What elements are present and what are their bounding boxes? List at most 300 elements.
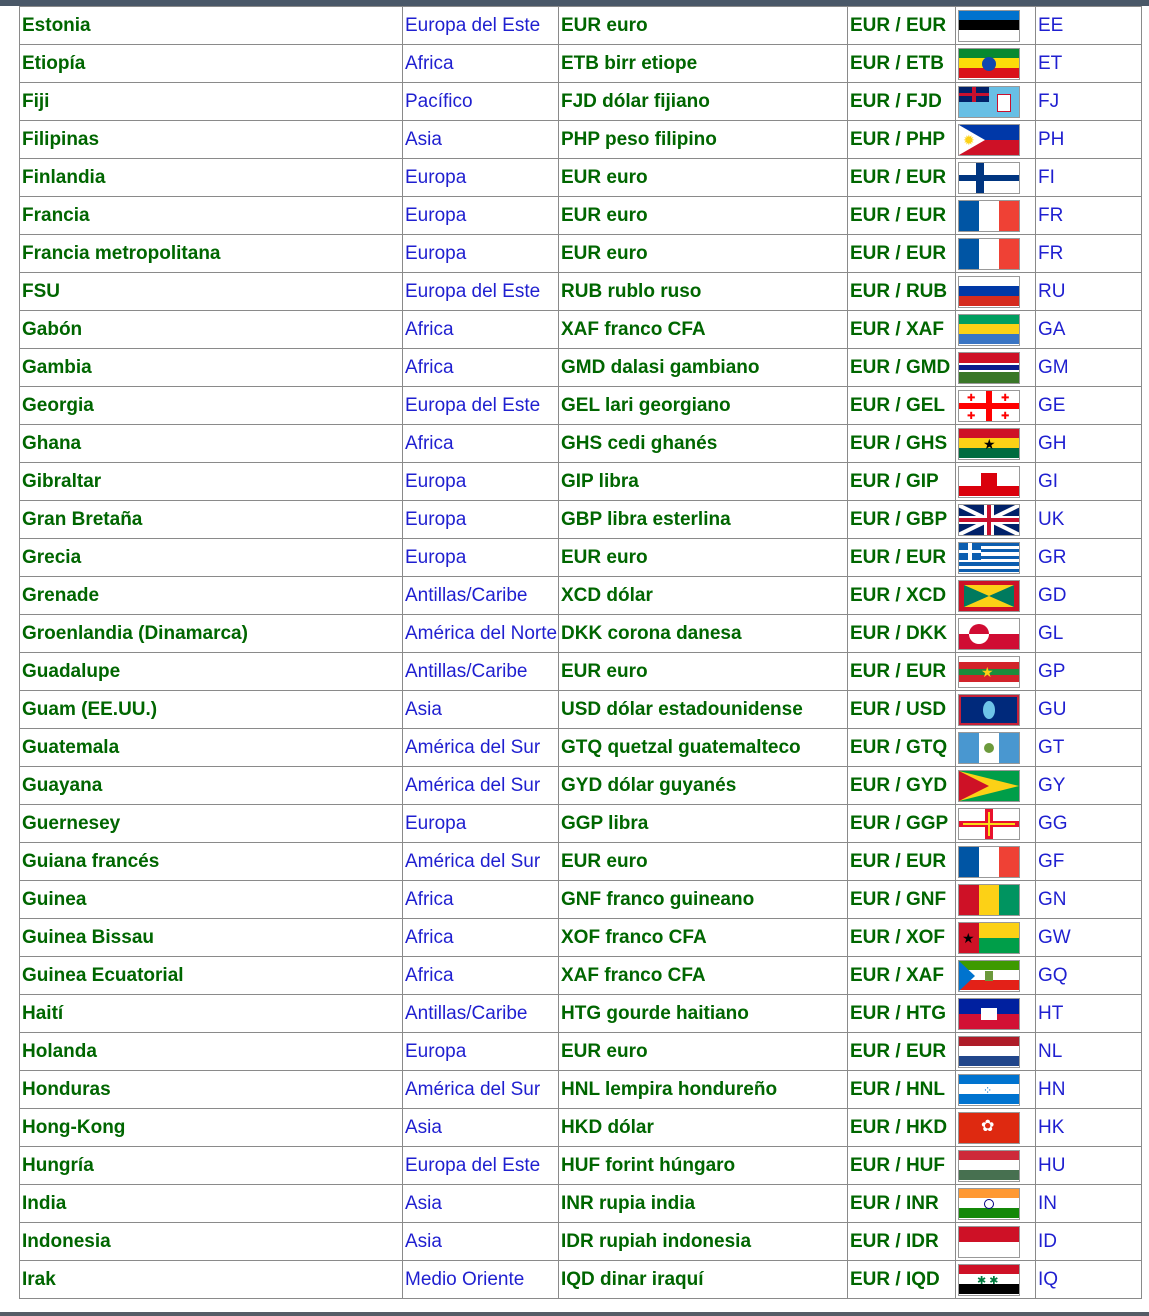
gambia-flag-icon xyxy=(958,352,1020,384)
country-name-cell: Groenlandia (Dinamarca) xyxy=(20,615,403,653)
region-cell xyxy=(403,1223,559,1261)
country-name-cell: Francia xyxy=(20,197,403,235)
region-cell xyxy=(403,273,559,311)
flag-cell xyxy=(956,881,1036,919)
flag-cell xyxy=(956,653,1036,691)
france-flag-icon xyxy=(958,200,1020,232)
currency-pair-cell: EUR / GHS xyxy=(848,425,956,463)
flag-cell xyxy=(956,957,1036,995)
table-row xyxy=(20,463,1142,501)
currency-cell: HTG gourde haitiano xyxy=(559,995,848,1033)
region-link[interactable]: Europa del Este xyxy=(405,1154,541,1176)
ethiopia-flag-icon xyxy=(958,48,1020,80)
greece-flag-icon xyxy=(958,542,1020,574)
currency-cell: EUR euro xyxy=(559,235,848,273)
region-link[interactable]: Antillas/Caribe xyxy=(405,1002,528,1024)
region-cell xyxy=(403,995,559,1033)
currency-pair-cell: EUR / GGP xyxy=(848,805,956,843)
table-row xyxy=(20,387,1142,425)
country-code-cell[interactable]: GW xyxy=(1036,919,1142,957)
currency-pair-cell: EUR / PHP xyxy=(848,121,956,159)
currency-pair-cell: EUR / GIP xyxy=(848,463,956,501)
table-row xyxy=(20,805,1142,843)
country-code-cell[interactable]: GD xyxy=(1036,577,1142,615)
table-row xyxy=(20,1223,1142,1261)
currency-pair-cell: EUR / XCD xyxy=(848,577,956,615)
equatorial-guinea-flag-icon xyxy=(958,960,1020,992)
country-code-cell[interactable]: NL xyxy=(1036,1033,1142,1071)
guam-flag-icon xyxy=(958,694,1020,726)
gibraltar-flag-icon xyxy=(958,466,1020,498)
country-name-cell: Francia metropolitana xyxy=(20,235,403,273)
region-cell xyxy=(403,1033,559,1071)
country-name-cell: Indonesia xyxy=(20,1223,403,1261)
country-name-cell: Guinea Ecuatorial xyxy=(20,957,403,995)
table-row xyxy=(20,1033,1142,1071)
hungary-flag-icon xyxy=(958,1150,1020,1182)
country-code-cell[interactable]: GY xyxy=(1036,767,1142,805)
indonesia-flag-icon xyxy=(958,1226,1020,1258)
country-name-cell: FSU xyxy=(20,273,403,311)
flag-cell xyxy=(956,615,1036,653)
currency-cell: EUR euro xyxy=(559,7,848,45)
table-row xyxy=(20,349,1142,387)
currency-cell: GBP libra esterlina xyxy=(559,501,848,539)
region-cell xyxy=(403,387,559,425)
flag-cell xyxy=(956,45,1036,83)
currency-pair-cell: EUR / RUB xyxy=(848,273,956,311)
region-cell xyxy=(403,767,559,805)
table-row xyxy=(20,45,1142,83)
region-cell xyxy=(403,83,559,121)
currency-cell: GMD dalasi gambiano xyxy=(559,349,848,387)
country-name-cell: Guam (EE.UU.) xyxy=(20,691,403,729)
region-cell xyxy=(403,843,559,881)
region-link[interactable]: Europa del Este xyxy=(405,394,541,416)
flag-cell xyxy=(956,387,1036,425)
currency-table-body xyxy=(20,7,1142,1299)
region-link[interactable]: Africa xyxy=(405,888,454,910)
currency-pair-cell: EUR / HTG xyxy=(848,995,956,1033)
currency-pair-cell: EUR / EUR xyxy=(848,159,956,197)
region-link[interactable]: América del Sur xyxy=(405,850,541,872)
region-link[interactable]: América del Sur xyxy=(405,774,541,796)
flag-cell xyxy=(956,273,1036,311)
flag-cell xyxy=(956,577,1036,615)
country-name-cell: India xyxy=(20,1185,403,1223)
country-code-cell[interactable]: GI xyxy=(1036,463,1142,501)
region-cell xyxy=(403,1109,559,1147)
country-code-cell[interactable]: ID xyxy=(1036,1223,1142,1261)
haiti-flag-icon xyxy=(958,998,1020,1030)
table-row xyxy=(20,1261,1142,1299)
table-row xyxy=(20,615,1142,653)
flag-cell xyxy=(956,1185,1036,1223)
table-row xyxy=(20,577,1142,615)
country-name-cell: Haití xyxy=(20,995,403,1033)
region-cell xyxy=(403,159,559,197)
table-row xyxy=(20,1109,1142,1147)
currency-cell: GYD dólar guyanés xyxy=(559,767,848,805)
flag-cell xyxy=(956,159,1036,197)
region-link[interactable]: Africa xyxy=(405,964,454,986)
country-name-cell: Guinea Bissau xyxy=(20,919,403,957)
currency-cell: GTQ quetzal guatemalteco xyxy=(559,729,848,767)
currency-pair-cell: EUR / XAF xyxy=(848,957,956,995)
table-row xyxy=(20,691,1142,729)
currency-pair-cell: EUR / IDR xyxy=(848,1223,956,1261)
currency-cell: HUF forint húngaro xyxy=(559,1147,848,1185)
currency-pair-cell: EUR / HNL xyxy=(848,1071,956,1109)
currency-cell: IDR rupiah indonesia xyxy=(559,1223,848,1261)
flag-cell xyxy=(956,235,1036,273)
country-name-cell: Grenade xyxy=(20,577,403,615)
region-link[interactable]: América del Sur xyxy=(405,736,541,758)
currency-pair-cell: EUR / EUR xyxy=(848,7,956,45)
currency-cell: INR rupia india xyxy=(559,1185,848,1223)
currency-cell: DKK corona danesa xyxy=(559,615,848,653)
country-code-cell[interactable]: GL xyxy=(1036,615,1142,653)
country-name-cell: Gambia xyxy=(20,349,403,387)
region-cell xyxy=(403,881,559,919)
region-cell xyxy=(403,1147,559,1185)
country-name-cell: Guiana francés xyxy=(20,843,403,881)
country-code-cell[interactable]: HU xyxy=(1036,1147,1142,1185)
iraq-flag-icon: ✱ ✱ xyxy=(958,1264,1020,1296)
country-name-cell: Hong-Kong xyxy=(20,1109,403,1147)
region-link[interactable]: Africa xyxy=(405,318,454,340)
flag-cell xyxy=(956,349,1036,387)
region-link[interactable]: Europa xyxy=(405,242,467,264)
region-link[interactable]: Africa xyxy=(405,926,454,948)
table-row xyxy=(20,1071,1142,1109)
table-row xyxy=(20,653,1142,691)
estonia-flag-icon xyxy=(958,10,1020,42)
region-link[interactable]: Africa xyxy=(405,356,454,378)
country-code-cell[interactable]: GT xyxy=(1036,729,1142,767)
table-row xyxy=(20,919,1142,957)
country-name-cell: Gibraltar xyxy=(20,463,403,501)
country-name-cell: Guayana xyxy=(20,767,403,805)
table-row xyxy=(20,995,1142,1033)
flag-cell xyxy=(956,1033,1036,1071)
table-row xyxy=(20,121,1142,159)
country-code-cell[interactable]: FR xyxy=(1036,235,1142,273)
table-row xyxy=(20,1185,1142,1223)
region-cell xyxy=(403,501,559,539)
region-link[interactable]: Asia xyxy=(405,1230,442,1252)
flag-cell xyxy=(956,1147,1036,1185)
region-cell xyxy=(403,235,559,273)
region-cell xyxy=(403,1071,559,1109)
country-code-cell[interactable]: FI xyxy=(1036,159,1142,197)
table-row xyxy=(20,729,1142,767)
country-code-cell[interactable]: GE xyxy=(1036,387,1142,425)
currency-pair-cell: EUR / HKD xyxy=(848,1109,956,1147)
currency-cell: GNF franco guineano xyxy=(559,881,848,919)
guadeloupe-flag-icon: ★ xyxy=(958,656,1020,688)
region-link[interactable]: Europa xyxy=(405,470,467,492)
currency-cell: HKD dólar xyxy=(559,1109,848,1147)
region-link[interactable]: Antillas/Caribe xyxy=(405,584,528,606)
honduras-flag-icon: ⁘ xyxy=(958,1074,1020,1106)
currency-pair-cell: EUR / GEL xyxy=(848,387,956,425)
currency-pair-cell: EUR / DKK xyxy=(848,615,956,653)
country-name-cell: Estonia xyxy=(20,7,403,45)
country-name-cell: Guinea xyxy=(20,881,403,919)
currency-pair-cell: EUR / INR xyxy=(848,1185,956,1223)
currency-pair-cell: EUR / EUR xyxy=(848,1033,956,1071)
french-guiana-flag-icon xyxy=(958,846,1020,878)
flag-cell xyxy=(956,767,1036,805)
region-link[interactable]: América del Sur xyxy=(405,1078,541,1100)
table-row xyxy=(20,843,1142,881)
table-row xyxy=(20,425,1142,463)
currency-cell: GEL lari georgiano xyxy=(559,387,848,425)
currency-cell: ETB birr etiope xyxy=(559,45,848,83)
flag-cell xyxy=(956,995,1036,1033)
country-name-cell: Etiopía xyxy=(20,45,403,83)
country-code-cell[interactable]: GF xyxy=(1036,843,1142,881)
region-cell xyxy=(403,7,559,45)
region-link[interactable]: Europa xyxy=(405,546,467,568)
currency-pair-cell: EUR / EUR xyxy=(848,197,956,235)
region-link[interactable]: Asia xyxy=(405,698,442,720)
flag-cell xyxy=(956,121,1036,159)
currency-pair-cell: EUR / USD xyxy=(848,691,956,729)
country-code-cell[interactable]: HK xyxy=(1036,1109,1142,1147)
table-row xyxy=(20,311,1142,349)
region-cell xyxy=(403,425,559,463)
russia-flag-icon xyxy=(958,276,1020,308)
country-name-cell: Guadalupe xyxy=(20,653,403,691)
fiji-flag-icon xyxy=(958,86,1020,118)
region-cell xyxy=(403,1185,559,1223)
currency-pair-cell: EUR / ETB xyxy=(848,45,956,83)
currency-pair-cell: EUR / HUF xyxy=(848,1147,956,1185)
table-row xyxy=(20,83,1142,121)
currency-cell: XOF franco CFA xyxy=(559,919,848,957)
country-code-cell[interactable]: GA xyxy=(1036,311,1142,349)
currency-cell: EUR euro xyxy=(559,653,848,691)
country-name-cell: Guatemala xyxy=(20,729,403,767)
table-row xyxy=(20,273,1142,311)
flag-cell xyxy=(956,311,1036,349)
currency-pair-cell: EUR / XOF xyxy=(848,919,956,957)
finland-flag-icon xyxy=(958,162,1020,194)
country-code-cell[interactable]: GG xyxy=(1036,805,1142,843)
currency-pair-cell: EUR / EUR xyxy=(848,539,956,577)
region-link[interactable]: Europa xyxy=(405,1040,467,1062)
currency-pair-cell: EUR / GYD xyxy=(848,767,956,805)
country-name-cell: Gran Bretaña xyxy=(20,501,403,539)
region-cell xyxy=(403,463,559,501)
country-code-cell[interactable]: GM xyxy=(1036,349,1142,387)
currency-pair-cell: EUR / FJD xyxy=(848,83,956,121)
region-link[interactable]: Asia xyxy=(405,1116,442,1138)
currency-pair-cell: EUR / IQD xyxy=(848,1261,956,1299)
grenada-flag-icon xyxy=(958,580,1020,612)
currency-cell: GGP libra xyxy=(559,805,848,843)
currency-cell: USD dólar estadounidense xyxy=(559,691,848,729)
currency-pair-cell: EUR / XAF xyxy=(848,311,956,349)
region-link[interactable]: Europa xyxy=(405,508,467,530)
country-name-cell: Holanda xyxy=(20,1033,403,1071)
country-code-cell[interactable]: GP xyxy=(1036,653,1142,691)
region-cell xyxy=(403,729,559,767)
india-flag-icon xyxy=(958,1188,1020,1220)
currency-cell: RUB rublo ruso xyxy=(559,273,848,311)
currency-cell: GIP libra xyxy=(559,463,848,501)
guinea-flag-icon xyxy=(958,884,1020,916)
region-link[interactable]: Europa del Este xyxy=(405,14,541,36)
georgia-flag-icon: ✚ ✚ ✚ ✚ xyxy=(958,390,1020,422)
country-code-cell[interactable]: GR xyxy=(1036,539,1142,577)
region-cell xyxy=(403,197,559,235)
greenland-flag-icon xyxy=(958,618,1020,650)
currency-pair-cell: EUR / GTQ xyxy=(848,729,956,767)
flag-cell xyxy=(956,539,1036,577)
flag-cell xyxy=(956,1109,1036,1147)
region-link[interactable]: América del Norte xyxy=(405,622,558,644)
region-cell xyxy=(403,349,559,387)
currency-pair-cell: EUR / GNF xyxy=(848,881,956,919)
country-code-cell[interactable]: PH xyxy=(1036,121,1142,159)
country-code-cell[interactable]: RU xyxy=(1036,273,1142,311)
region-cell xyxy=(403,45,559,83)
country-name-cell: Honduras xyxy=(20,1071,403,1109)
country-name-cell: Georgia xyxy=(20,387,403,425)
flag-cell xyxy=(956,843,1036,881)
country-name-cell: Hungría xyxy=(20,1147,403,1185)
france-flag-icon xyxy=(958,238,1020,270)
country-code-cell[interactable]: GQ xyxy=(1036,957,1142,995)
country-name-cell: Fiji xyxy=(20,83,403,121)
region-cell xyxy=(403,121,559,159)
region-cell xyxy=(403,957,559,995)
region-cell xyxy=(403,1261,559,1299)
currency-cell: HNL lempira hondureño xyxy=(559,1071,848,1109)
region-link[interactable]: Africa xyxy=(405,432,454,454)
flag-cell xyxy=(956,729,1036,767)
guernsey-flag-icon xyxy=(958,808,1020,840)
country-name-cell: Ghana xyxy=(20,425,403,463)
region-cell xyxy=(403,653,559,691)
window-bottom-bar xyxy=(0,1312,1149,1316)
table-row xyxy=(20,235,1142,273)
country-code-cell[interactable]: HT xyxy=(1036,995,1142,1033)
currency-pair-cell: EUR / EUR xyxy=(848,843,956,881)
country-code-cell[interactable]: IN xyxy=(1036,1185,1142,1223)
currency-cell: PHP peso filipino xyxy=(559,121,848,159)
country-name-cell: Finlandia xyxy=(20,159,403,197)
currency-cell: EUR euro xyxy=(559,159,848,197)
region-cell xyxy=(403,539,559,577)
hong-kong-flag-icon: ✿ xyxy=(958,1112,1020,1144)
region-cell xyxy=(403,615,559,653)
table-row xyxy=(20,881,1142,919)
region-link[interactable]: Europa del Este xyxy=(405,280,541,302)
currency-cell: XCD dólar xyxy=(559,577,848,615)
flag-cell xyxy=(956,501,1036,539)
region-link[interactable]: Asia xyxy=(405,1192,442,1214)
region-link[interactable]: Africa xyxy=(405,52,454,74)
country-code-cell[interactable]: UK xyxy=(1036,501,1142,539)
country-code-cell[interactable]: GU xyxy=(1036,691,1142,729)
currency-cell: FJD dólar fijiano xyxy=(559,83,848,121)
table-row xyxy=(20,539,1142,577)
flag-cell xyxy=(956,1071,1036,1109)
flag-cell xyxy=(956,425,1036,463)
region-link[interactable]: Europa xyxy=(405,204,467,226)
region-link[interactable]: Europa xyxy=(405,812,467,834)
country-code-cell[interactable]: IQ xyxy=(1036,1261,1142,1299)
region-cell xyxy=(403,805,559,843)
currency-pair-cell: EUR / EUR xyxy=(848,235,956,273)
flag-cell xyxy=(956,805,1036,843)
currency-cell: EUR euro xyxy=(559,197,848,235)
country-code-cell[interactable]: GN xyxy=(1036,881,1142,919)
flag-cell xyxy=(956,1223,1036,1261)
currency-pair-cell: EUR / GBP xyxy=(848,501,956,539)
currency-cell: EUR euro xyxy=(559,1033,848,1071)
country-code-cell[interactable]: FR xyxy=(1036,197,1142,235)
table-row xyxy=(20,1147,1142,1185)
flag-cell xyxy=(956,83,1036,121)
table-row xyxy=(20,767,1142,805)
region-link[interactable]: Asia xyxy=(405,128,442,150)
currency-cell: XAF franco CFA xyxy=(559,957,848,995)
guatemala-flag-icon xyxy=(958,732,1020,764)
country-name-cell: Grecia xyxy=(20,539,403,577)
table-row xyxy=(20,957,1142,995)
region-link[interactable]: Antillas/Caribe xyxy=(405,660,528,682)
flag-cell xyxy=(956,463,1036,501)
currency-cell: GHS cedi ghanés xyxy=(559,425,848,463)
gabon-flag-icon xyxy=(958,314,1020,346)
guinea-bissau-flag-icon: ★ xyxy=(958,922,1020,954)
flag-cell xyxy=(956,197,1036,235)
currency-cell: IQD dinar iraquí xyxy=(559,1261,848,1299)
region-cell xyxy=(403,311,559,349)
country-code-cell[interactable]: HN xyxy=(1036,1071,1142,1109)
flag-cell xyxy=(956,7,1036,45)
region-link[interactable]: Medio Oriente xyxy=(405,1268,525,1290)
uk-flag-icon xyxy=(958,504,1020,536)
country-code-cell[interactable]: GH xyxy=(1036,425,1142,463)
table-row xyxy=(20,501,1142,539)
currency-pair-cell: EUR / EUR xyxy=(848,653,956,691)
region-link[interactable]: Europa xyxy=(405,166,467,188)
netherlands-flag-icon xyxy=(958,1036,1020,1068)
country-code-cell[interactable]: ET xyxy=(1036,45,1142,83)
table-row xyxy=(20,7,1142,45)
country-code-cell[interactable]: FJ xyxy=(1036,83,1142,121)
country-name-cell: Gabón xyxy=(20,311,403,349)
region-link[interactable]: Pacífico xyxy=(405,90,473,112)
philippines-flag-icon: ✹ xyxy=(958,124,1020,156)
currency-pair-cell: EUR / GMD xyxy=(848,349,956,387)
table-row xyxy=(20,159,1142,197)
country-name-cell: Irak xyxy=(20,1261,403,1299)
guyana-flag-icon xyxy=(958,770,1020,802)
currency-cell: XAF franco CFA xyxy=(559,311,848,349)
region-cell xyxy=(403,919,559,957)
country-name-cell: Guernesey xyxy=(20,805,403,843)
ghana-flag-icon: ★ xyxy=(958,428,1020,460)
currency-table xyxy=(19,6,1142,1299)
country-code-cell[interactable]: EE xyxy=(1036,7,1142,45)
